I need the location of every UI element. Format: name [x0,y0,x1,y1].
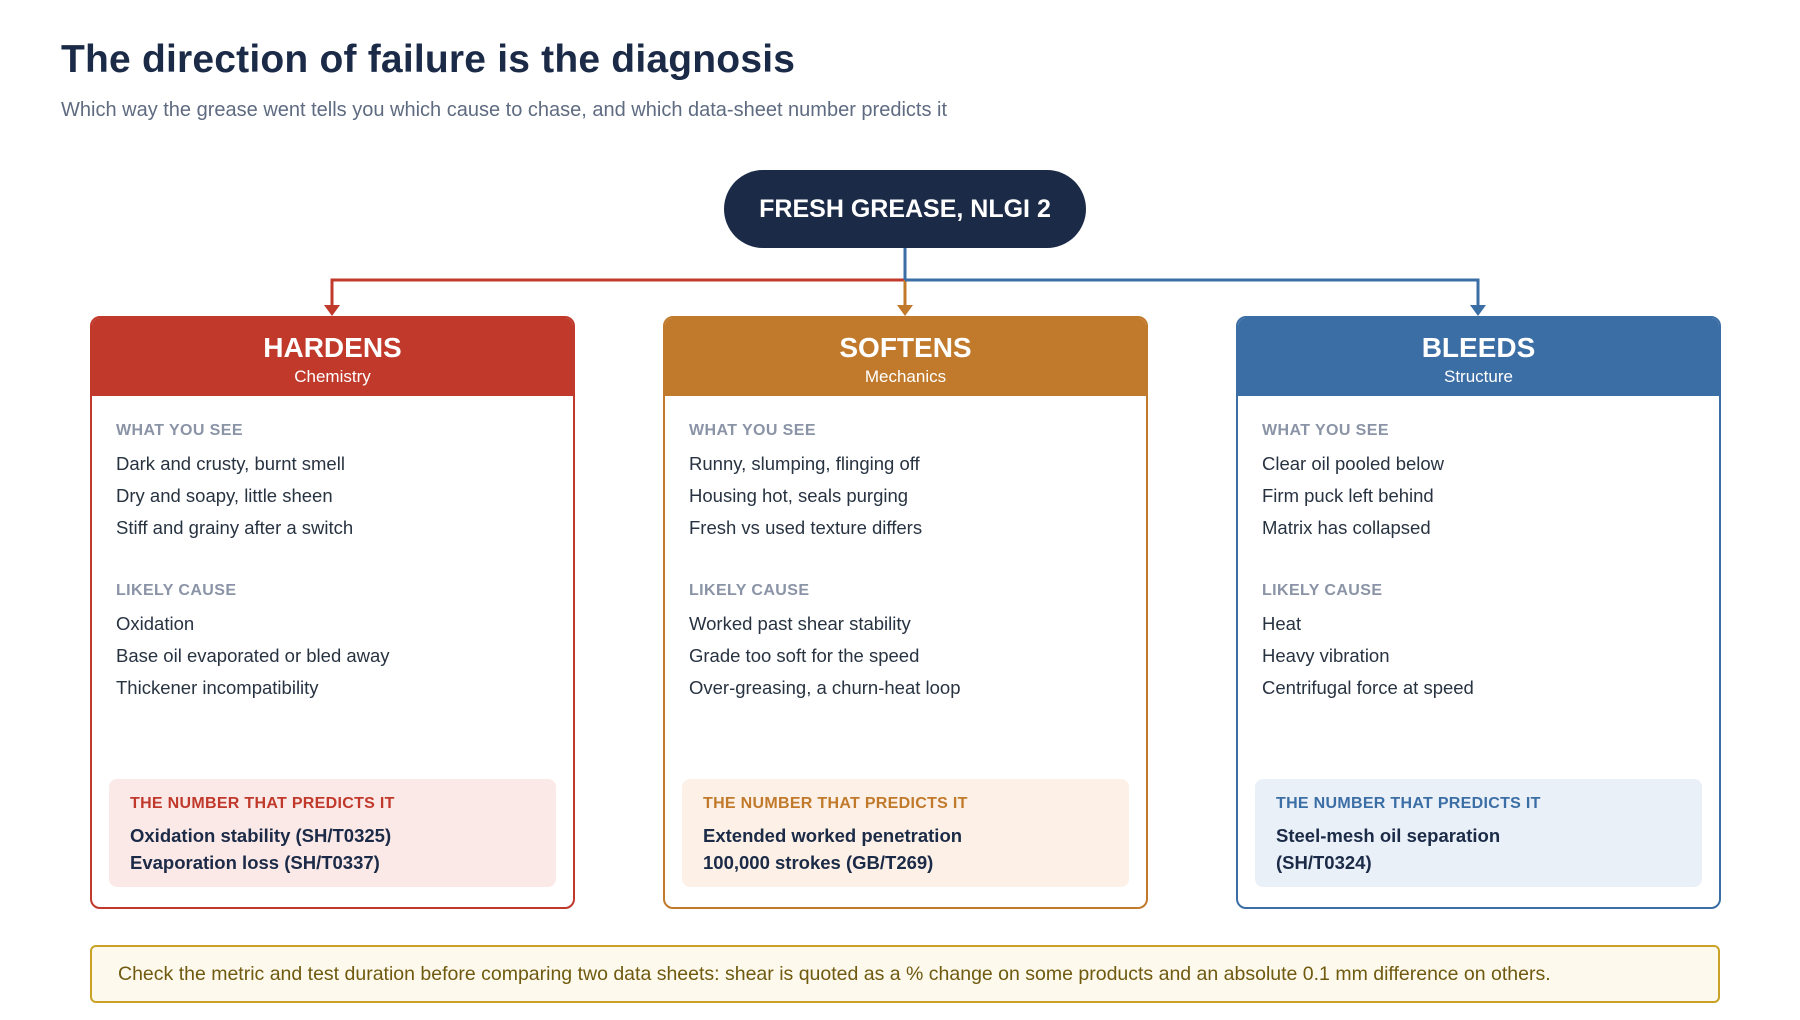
arrowhead-bleeds [1470,305,1486,316]
section-label-what-you-see: WHAT YOU SEE [689,422,816,439]
cause-item: Heat [1262,613,1302,634]
cause-item: Centrifugal force at speed [1262,677,1474,698]
predictor-test: Evaporation loss (SH/T0337) [130,852,380,873]
connector-line-bleeds [905,280,1478,307]
predictor-box [1255,779,1702,887]
branch-card-hardens [90,316,575,909]
arrowhead-softens [897,305,913,316]
root-node-fresh-grease: FRESH GREASE, NLGI 2 [724,170,1086,248]
predictor-test: Steel-mesh oil separation [1276,825,1501,846]
cause-item: Base oil evaporated or bled away [116,645,390,666]
observation-item: Stiff and grainy after a switch [116,517,354,538]
predictor-box [109,779,556,887]
cause-item: Oxidation [116,613,195,634]
predictor-test: Oxidation stability (SH/T0325) [130,825,392,846]
predictor-test: Extended worked penetration [703,825,963,846]
predictor-label: THE NUMBER THAT PREDICTS IT [130,795,395,812]
cause-item: Grade too soft for the speed [689,645,920,666]
card-header [665,318,1146,396]
card-title: HARDENS [263,332,402,363]
card-header [1238,318,1719,396]
arrowhead-hardens [324,305,340,316]
cause-item: Heavy vibration [1262,645,1390,666]
cause-item: Thickener incompatibility [116,677,319,698]
page-subtitle: Which way the grease went tells you which cause to chase, and which data-sheet number predicts it [61,99,948,121]
branch-card-softens [663,316,1148,909]
section-label-likely-cause: LIKELY CAUSE [689,582,810,599]
page-title: The direction of failure is the diagnosis [61,38,796,81]
comparison-note: Check the metric and test duration before comparing two data sheets: shear is quoted as a % change on some products and an absolute 0.1 mm difference on others. [90,945,1720,1003]
connector-line-hardens [332,280,905,307]
card-subtitle: Structure [1444,367,1513,386]
section-label-what-you-see: WHAT YOU SEE [1262,422,1389,439]
predictor-test: 100,000 strokes (GB/T269) [703,852,934,873]
observation-item: Runny, slumping, flinging off [689,453,920,474]
section-label-likely-cause: LIKELY CAUSE [116,582,237,599]
card-subtitle: Chemistry [294,367,371,386]
observation-item: Dark and crusty, burnt smell [116,453,345,474]
section-label-likely-cause: LIKELY CAUSE [1262,582,1383,599]
section-label-what-you-see: WHAT YOU SEE [116,422,243,439]
cause-item: Worked past shear stability [689,613,911,634]
branch-card-bleeds [1236,316,1721,909]
observation-item: Firm puck left behind [1262,485,1434,506]
observation-item: Matrix has collapsed [1262,517,1431,538]
card-subtitle: Mechanics [864,367,947,386]
observation-item: Clear oil pooled below [1262,453,1445,474]
predictor-label: THE NUMBER THAT PREDICTS IT [1276,795,1541,812]
observation-item: Fresh vs used texture differs [689,517,923,538]
predictor-test: (SH/T0324) [1276,852,1372,873]
card-title: SOFTENS [839,332,972,363]
observation-item: Dry and soapy, little sheen [116,485,333,506]
observation-item: Housing hot, seals purging [689,485,909,506]
card-header [92,318,573,396]
cause-item: Over-greasing, a churn-heat loop [689,677,961,698]
card-title: BLEEDS [1421,332,1536,363]
predictor-label: THE NUMBER THAT PREDICTS IT [703,795,968,812]
predictor-box [682,779,1129,887]
